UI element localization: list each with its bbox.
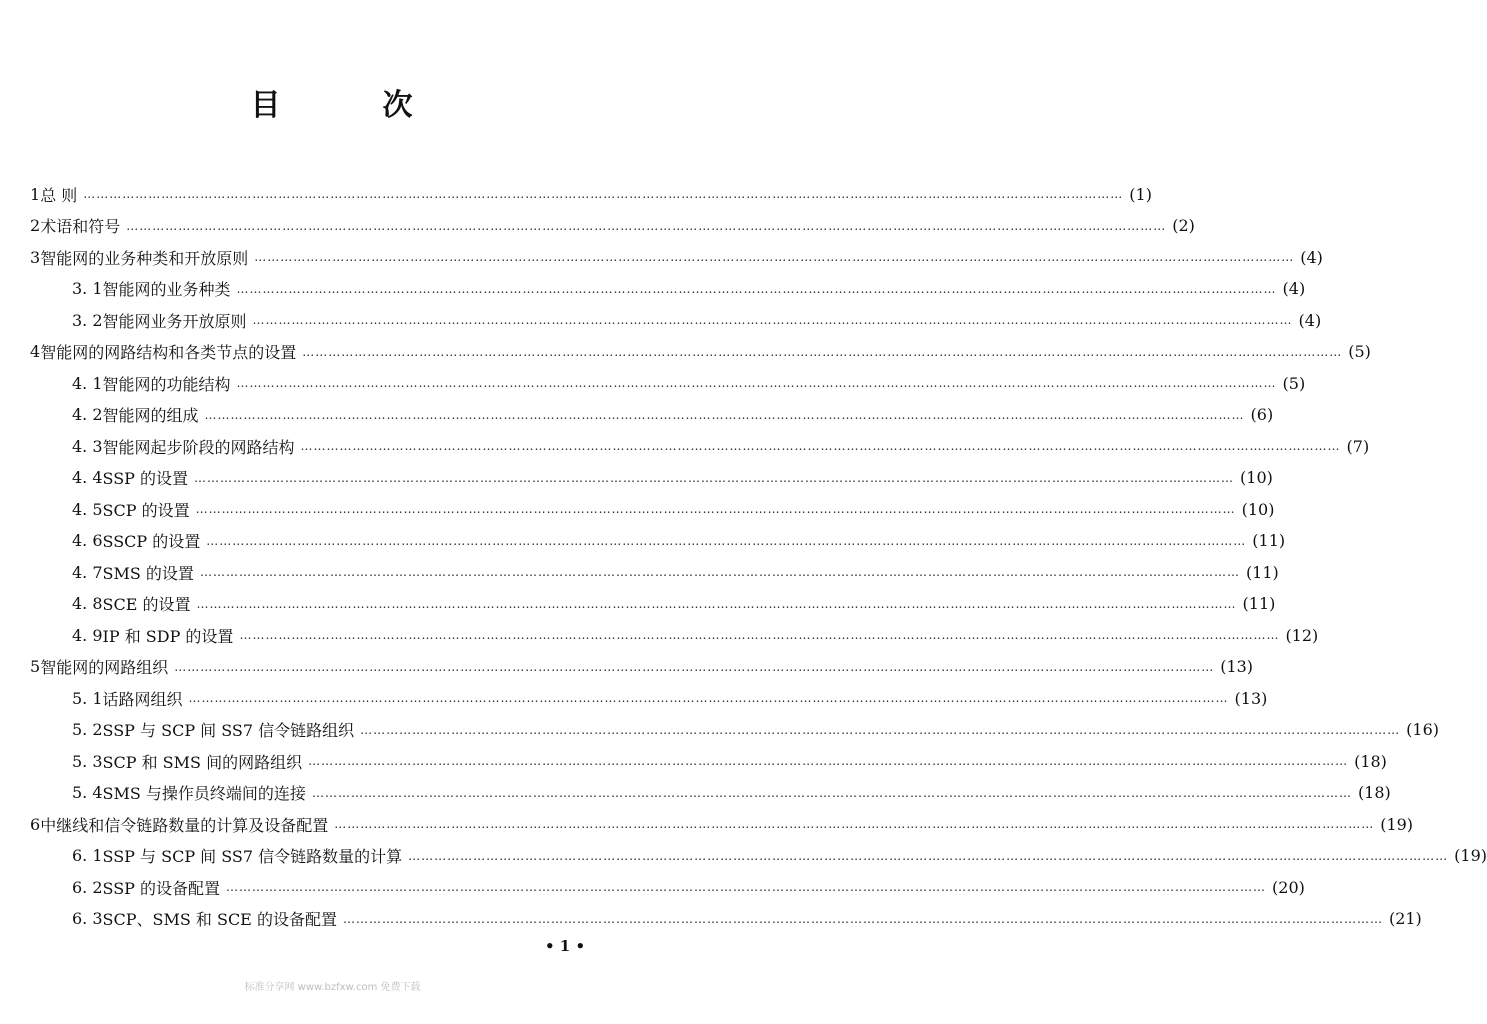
toc-leader-dots: ……………………………………………………………………………………………………………………………………………………………………………………………………………………: [206, 533, 1247, 548]
toc-entry: [72, 558, 1279, 586]
toc-entry: [72, 527, 1286, 555]
toc-entry-page: (2): [1172, 216, 1195, 235]
toc-entry-title: SMS 与操作员终端间的连接: [102, 784, 306, 803]
toc-leader-dots: ……………………………………………………………………………………………………………………………………………………………………………………………………………………: [126, 218, 1167, 233]
toc-entry-title: 话路网组织: [102, 689, 183, 709]
toc-leader-dots: ……………………………………………………………………………………………………………………………………………………………………………………………………………………: [360, 722, 1401, 737]
toc-entry-number: 1: [30, 184, 41, 204]
toc-entry: [72, 495, 1275, 523]
page-title: [0, 80, 665, 130]
toc-entry-page: (21): [1388, 909, 1422, 928]
toc-entry-number: 3. 2: [72, 310, 103, 330]
toc-entry-title: SSCP 的设置: [102, 532, 201, 551]
toc-entry-number: 6. 1: [72, 846, 103, 865]
toc-entry-title: SSP 与 SCP 间 SS7 信令链路数量的计算: [102, 847, 403, 866]
toc-entry-page: (18): [1354, 751, 1387, 771]
toc-leader-dots: ……………………………………………………………………………………………………………………………………………………………………………………………………………………: [195, 502, 1236, 516]
toc-entry-page: (19): [1454, 846, 1487, 865]
toc-entry-title: SSP 的设备配置: [102, 878, 221, 898]
toc-leader-dots: ……………………………………………………………………………………………………………………………………………………………………………………………………………………: [308, 754, 1349, 768]
toc-entry: [72, 621, 1319, 649]
toc-entry-page: (13): [1234, 688, 1268, 708]
title-char-2: 次: [382, 88, 415, 123]
toc-entry-title: SSP 的设置: [102, 469, 189, 488]
toc-entry-number: 3. 1: [72, 279, 103, 298]
toc-entry: [30, 180, 1152, 208]
toc-entry-number: 5. 1: [72, 688, 103, 708]
toc-entry-page: (4): [1300, 247, 1323, 267]
toc-leader-dots: ……………………………………………………………………………………………………………………………………………………………………………………………………………………: [188, 691, 1229, 705]
toc-entry-title: SCP 的设置: [102, 500, 190, 520]
toc-leader-dots: ……………………………………………………………………………………………………………………………………………………………………………………………………………………: [254, 250, 1295, 264]
toc-entry-number: 4. 6: [72, 531, 103, 550]
toc-entry-title: 智能网的网路结构和各类节点的设置: [40, 343, 297, 362]
toc-leader-dots: ……………………………………………………………………………………………………………………………………………………………………………………………………………………: [252, 313, 1293, 327]
toc-entry-number: 4. 7: [72, 562, 103, 582]
toc-entry-number: 4. 4: [72, 468, 103, 487]
toc-entry-page: (11): [1245, 562, 1279, 582]
toc-entry-number: 4. 3: [72, 436, 103, 456]
toc-entry-title: 智能网的网路组织: [40, 658, 169, 677]
toc-entry-number: 6. 3: [72, 909, 103, 928]
toc-entry: [72, 401, 1274, 429]
toc-entry-title: 智能网的业务种类和开放原则: [40, 248, 249, 268]
toc-leader-dots: ……………………………………………………………………………………………………………………………………………………………………………………………………………………: [302, 344, 1343, 359]
toc-entry: [30, 653, 1254, 681]
toc-entry-title: 智能网的组成: [102, 406, 199, 425]
toc-leader-dots: ……………………………………………………………………………………………………………………………………………………………………………………………………………………: [199, 565, 1240, 579]
toc-entry: [30, 243, 1323, 271]
toc-entry-page: (6): [1250, 405, 1274, 424]
toc-entry-title: 术语和符号: [40, 217, 121, 236]
toc-entry-page: (12): [1285, 625, 1319, 645]
toc-entry-number: 5: [30, 657, 41, 676]
toc-entry-page: (4): [1298, 310, 1322, 330]
toc-entry-page: (4): [1282, 279, 1306, 298]
toc-entry: [72, 842, 1487, 870]
toc-leader-dots: ……………………………………………………………………………………………………………………………………………………………………………………………………………………: [239, 628, 1280, 642]
toc-entry: [30, 810, 1414, 838]
toc-entry-page: (5): [1282, 373, 1306, 393]
toc-leader-dots: ……………………………………………………………………………………………………………………………………………………………………………………………………………………: [174, 659, 1215, 674]
toc-entry: [72, 873, 1305, 901]
toc-leader-dots: ……………………………………………………………………………………………………………………………………………………………………………………………………………………: [194, 470, 1235, 485]
toc-leader-dots: ……………………………………………………………………………………………………………………………………………………………………………………………………………………: [311, 785, 1352, 800]
toc-leader-dots: ……………………………………………………………………………………………………………………………………………………………………………………………………………………: [300, 439, 1341, 453]
toc-leader-dots: ……………………………………………………………………………………………………………………………………………………………………………………………………………………: [196, 596, 1237, 611]
toc-entry-page: (7): [1346, 436, 1370, 456]
title-char-1: 目: [250, 88, 283, 123]
toc-entry-number: 5. 2: [72, 720, 103, 739]
toc-leader-dots: ……………………………………………………………………………………………………………………………………………………………………………………………………………………: [334, 817, 1375, 831]
toc-entry-number: 4. 2: [72, 405, 103, 424]
toc-entry-title: SCP 和 SMS 间的网路组织: [102, 752, 303, 772]
toc-entry-number: 6: [30, 814, 41, 834]
toc-entry-page: (10): [1241, 499, 1275, 519]
toc-entry: [30, 338, 1371, 366]
toc-entry-page: (1): [1129, 184, 1152, 204]
toc-entry-title: SSP 与 SCP 间 SS7 信令链路组织: [102, 721, 355, 740]
watermark: 标准分享网 www.bzfxw.com 免费下载: [244, 982, 421, 993]
toc-entry-page: (5): [1348, 342, 1371, 361]
toc-entry-number: 4. 1: [72, 373, 103, 393]
toc-leader-dots: ……………………………………………………………………………………………………………………………………………………………………………………………………………………: [226, 880, 1267, 894]
toc-entry-page: (13): [1220, 657, 1254, 676]
toc-entry-title: 智能网的功能结构: [102, 374, 231, 394]
toc-entry: [72, 464, 1273, 492]
toc-entry-page: (20): [1272, 877, 1305, 897]
toc-leader-dots: ……………………………………………………………………………………………………………………………………………………………………………………………………………………: [236, 281, 1277, 296]
toc-entry: [72, 905, 1422, 933]
toc-entry-page: (11): [1242, 594, 1276, 613]
toc-entry-page: (11): [1252, 531, 1286, 550]
toc-entry-title: SMS 的设置: [102, 563, 194, 583]
toc-entry-title: 中继线和信令链路数量的计算及设备配置: [40, 815, 329, 835]
toc-leader-dots: ……………………………………………………………………………………………………………………………………………………………………………………………………………………: [408, 848, 1449, 863]
toc-entry-title: IP 和 SDP 的设置: [102, 626, 234, 646]
toc-leader-dots: ……………………………………………………………………………………………………………………………………………………………………………………………………………………: [236, 376, 1277, 390]
toc-entry-page: (19): [1380, 814, 1414, 834]
toc-entry-number: 3: [30, 247, 41, 267]
toc-entry: [72, 684, 1268, 712]
toc-leader-dots: ……………………………………………………………………………………………………………………………………………………………………………………………………………………: [83, 187, 1124, 201]
toc-entry-title: SCE 的设置: [102, 595, 191, 614]
toc-entry-title: 智能网业务开放原则: [102, 311, 247, 331]
toc-entry: [72, 369, 1306, 397]
toc-entry: [30, 212, 1195, 240]
toc-entry-title: SCP、SMS 和 SCE 的设备配置: [102, 910, 337, 929]
toc-entry-number: 4. 9: [72, 625, 103, 645]
toc-leader-dots: ……………………………………………………………………………………………………………………………………………………………………………………………………………………: [342, 911, 1383, 926]
toc-entry: [72, 779, 1391, 807]
toc-leader-dots: ……………………………………………………………………………………………………………………………………………………………………………………………………………………: [204, 407, 1245, 422]
toc-entry-number: 5. 3: [72, 751, 103, 771]
toc-entry: [72, 306, 1322, 334]
toc-entry-number: 4. 8: [72, 594, 103, 613]
page-number: • 1 •: [545, 937, 586, 955]
toc-entry: [72, 275, 1306, 303]
toc-entry-title: 智能网的业务种类: [102, 280, 231, 299]
toc-entry-page: (18): [1357, 783, 1391, 802]
toc-entry-number: 6. 2: [72, 877, 103, 897]
toc-entry-page: (16): [1406, 720, 1440, 739]
toc-entry-number: 4: [30, 342, 41, 361]
toc-entry: [72, 747, 1387, 775]
toc-entry-number: 4. 5: [72, 499, 103, 519]
toc-entry-number: 2: [30, 216, 41, 235]
toc-entry-title: 智能网起步阶段的网路结构: [102, 437, 295, 457]
toc-entry: [72, 590, 1276, 618]
toc-entry-page: (10): [1240, 468, 1273, 487]
toc-entry: [72, 716, 1440, 744]
toc-entry: [72, 432, 1370, 460]
toc-entry-title: 总 则: [40, 185, 78, 205]
toc-entry-number: 5. 4: [72, 783, 103, 802]
